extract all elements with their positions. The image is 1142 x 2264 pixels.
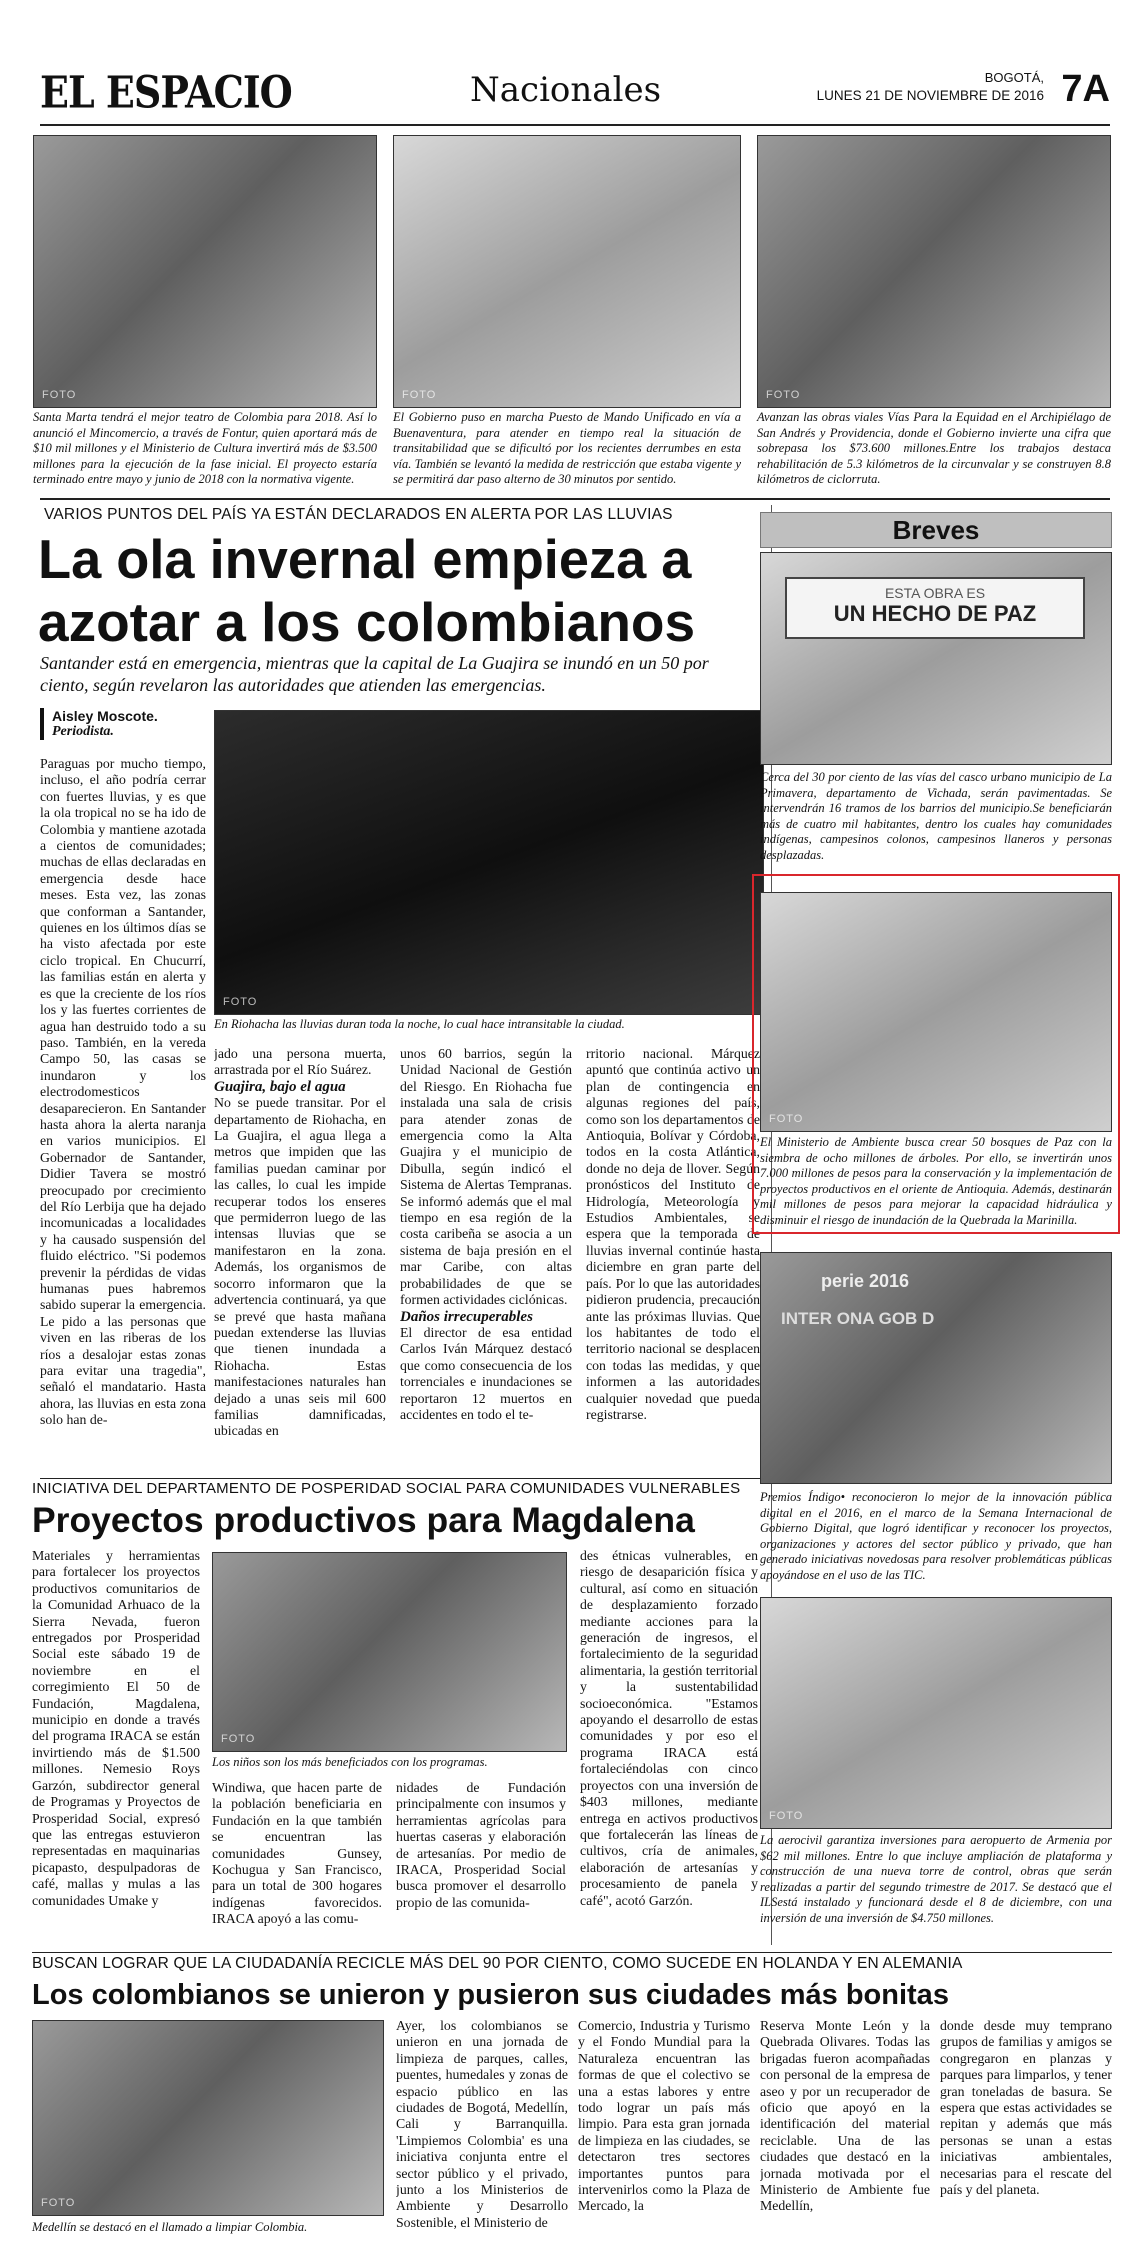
lead-column-2 bbox=[214, 1046, 386, 1476]
page-number: 7A bbox=[1061, 68, 1110, 110]
caption-riohacha: En Riohacha las lluvias duran toda la noche, lo cual hace intransitable la ciudad. bbox=[214, 1017, 625, 1031]
magdalena-column-3: nidades de Fundación principalmente con insumos y herramientas agrícolas para huertas caseras y elaboración de artesanías. Por medio de IRACA, Prosperidad Social busca promover el desarrollo propio de las comunida- bbox=[396, 1780, 566, 1910]
sign-line-1: ESTA OBRA ES bbox=[884, 585, 986, 601]
magdalena-top-rule bbox=[40, 1478, 760, 1479]
lead-headline bbox=[38, 528, 768, 654]
reciclaje-column-3: Reserva Monte León y la Quebrada Olivares. Todas las brigadas fueron acompañadas con personal de la empresa de aseo y por un recuperador de oficio que apoyó en la identificación del material reciclable. Una de las ciudades que destacó en la jornada motivada por el Ministerio de Ambiente fue Medellín, bbox=[760, 2018, 930, 2214]
lead-col2-text-b: No se puede transitar. Por el departamento de Riohacha, en La Guajira, el agua llega a metros que impiden que las familias puedan caminar por las calles, lo cual les impide recuperar todos los enseres que permiderron luego de las intensas lluvias que se manifestaron en la zona. Además, los organismos de socorro informaron que la advertencia continuará, ya que se prevé que hasta mañana puedan extenderse las lluvias que tienen inundada a Riohacha. Estas manifestaciones naturales han dejado a unas seis mil 600 familias damnificadas, ubicadas en bbox=[214, 1095, 386, 1439]
subhead-danos: Daños irrecuperables bbox=[400, 1308, 533, 1325]
reciclaje-column-2: Comercio, Industria y Turismo y el Fondo Mundial para la Naturaleza encuentran las formas de que el colectivo se una a estas labores y entre todo lograr un país más limpio. Para esta gran jornada de limpieza en las ciudades, se detectaron tres sectores importantes puntos para intervenirlos como la Plaza de Mercado, la bbox=[578, 2018, 750, 2214]
lead-kicker: VARIOS PUNTOS DEL PAÍS YA ESTÁN DECLARADOS EN ALERTA POR LAS LLUVIAS bbox=[44, 506, 673, 523]
caption-medellin: Medellín se destacó en el llamado a limpiar Colombia. bbox=[32, 2220, 308, 2234]
masthead-rule bbox=[40, 124, 1110, 126]
photo-vichada-road bbox=[760, 552, 1112, 765]
reciclaje-top-rule bbox=[32, 1952, 1112, 1953]
reciclaje-column-1: Ayer, los colombianos se unieron en una jornada de limpieza de parques, calles, puentes, humedales y zonas de espacio público en las ciudades de Bogotá, Medellín, Cali y Barranquilla. 'Limpiemos Colombia' es una iniciativa conjunta entre el sector público y el privado, junto a los Ministerios de Ambiente y Desarrollo Sostenible, el Ministerio de bbox=[396, 2018, 568, 2230]
lead-column-1: Paraguas por mucho tiempo, incluso, el año podría cerrar con fuertes lluvias, y es que la ola tropical no se ha ido de Colombia y mantiene azotada a cientos de comunidades; muchas de ellas declaradas en emergencia desde hace meses. Esta vez, las zonas que conforman a Santander, quienes en los últimos días se ha visto afectada por este ciclo tropical. En Chucurrí, las familias están en alerta y es que la creciente de los ríos los y las fuertes corrientes de agua han destruido todo a su paso. También, en la vereda Campo 50, las casas se inundaron y los electrodomesticos desaparecieron. En Santander hasta ahora la alerta naranja en varios municipios. El Gobernador de Santander, Didier Tavera se mostró preocupado por crecimiento del Río Lerbija que ha dejado incomunicadas a localidades y ha causado suspensión del fluido eléctrico. "Si podemos prevenir la pérdidas de vidas humanas pues habremos sabido superar la emergencia. Le pido a las personas que viven en las riberas de los ríos a desalojar estas zonas para evitar una tragedia", señaló el mandatario. Hasta ahora, las lluvias en esta zona solo han de- bbox=[40, 756, 206, 1428]
magdalena-column-2: Windiwa, que hacen parte de la población beneficiaria en Fundación en la que también se encuentran las comunidades Gunsey, Kochugua y San Francisco, para un total de 300 hogares indígenas favorecidos. IRACA apoyó a las comu- bbox=[212, 1780, 382, 1927]
award-banner-text: perie 2016 bbox=[821, 1271, 910, 1291]
photo-santa-marta-theater: FOTO bbox=[33, 135, 377, 408]
photo-buenaventura-road: FOTO bbox=[393, 135, 741, 408]
photo-tree-planting: FOTO bbox=[760, 892, 1112, 1132]
breves-header bbox=[760, 512, 1112, 548]
lead-deck: Santander está en emergencia, mientras que la capital de La Guajira se inundó en un 50 por ciento, según revelaron las autoridades que atienden las emergencias. bbox=[40, 653, 709, 695]
subhead-guajira: Guajira, bajo el agua bbox=[214, 1078, 346, 1095]
magdalena-headline: Proyectos productivos para Magdalena bbox=[32, 1500, 695, 1540]
caption-buenaventura: El Gobierno puso en marcha Puesto de Mando Unificado en vía a Buenaventura, para atender en tiempo real la situación de transitabilidad que se dificultó por los recientes derrumbes en esta vía. También se levantó la medida de restricción que estaba vigente y se permitirá dar paso alterno de 30 minutos por sentido. bbox=[393, 410, 741, 486]
byline-name: Aisley Moscote. bbox=[52, 708, 158, 724]
breve-ambiente: El Ministerio de Ambiente busca crear 50 bosques de Paz con la siembra de ocho millones de árboles. Por ello, se invertirán unos 7.000 millones de pesos para la conservación y la implementación de proyectos productivos en el oriente de Antioquia. Además, destinarán mil millones de pesos para mejorar la capacidad hidráulica y disminuir el riesgo de inundación de la Quebrada la Marinilla. bbox=[760, 1135, 1112, 1227]
sign-line-2: UN HECHO DE PAZ bbox=[833, 601, 1037, 626]
breve-indigo: Premios Índigo• reconocieron lo mejor de la innovación pública digital en el 2016, en el marco de la Semana Internacional de Gobierno Digital, que logró identificar y reconocer los proyectos, organizaciones y actores del sector público y privado, que han generado iniciativas novedosas para resolver problemáticas públicas apoyándose en el uso de las TIC. bbox=[760, 1490, 1112, 1582]
lead-col3-text-b: El director de esa entidad Carlos Iván Márquez destacó que como consecuencia de los torrenciales e inundaciones se reportaron 12 muertos en accidentes en todo el te- bbox=[400, 1324, 572, 1422]
lead-col2-text-a: jado una persona muerta, arrastrada por el Río Suárez. bbox=[214, 1046, 386, 1078]
lead-headline-line2: azotar a los colombianos bbox=[38, 591, 696, 653]
magdalena-kicker: INICIATIVA DEL DEPARTAMENTO DE POSPERIDAD SOCIAL PARA COMUNIDADES VULNERABLES bbox=[32, 1480, 741, 1497]
reciclaje-column-4: donde desde muy temprano grupos de familias y amigos se congregaron en planzas y parques para limparlos, y tener gran toneladas de basura. Se espera que estas actividades se repitan y además que más personas se unan a estas iniciativas ambientales, necesarias para el rescate del país y del planeta. bbox=[940, 2018, 1112, 2198]
dateline-city: BOGOTÁ, bbox=[984, 70, 1044, 85]
photo-indigo-awards bbox=[760, 1252, 1112, 1484]
newspaper-logo: EL ESPACIO bbox=[40, 66, 292, 118]
lead-col3-text-a: unos 60 barrios, según la Unidad Nacional de Gestión del Riesgo. En Riohacha fue instalada una sala de crisis para atender zonas de emergencia como la Alta Guajira y el municipio de Dibulla, según indicó el Sistema de Alertas Tempranas. Se informó además que el mal tiempo en esa región de la costa caribeña se asocia a un sistema de baja presión en el mar Caribe, con altas probabilidades de que se formen actividades ciclónicas. bbox=[400, 1046, 572, 1308]
magdalena-column-4: des étnicas vulnerables, en riesgo de desaparición física y cultural, así como en situación de desplazamiento forzado mediante acciones para la generación de ingresos, el fortalecimiento de la seguridad alimentaria, la gestión territorial y la sustentabilidad socioeconómica. "Estamos apoyando el desarrollo de estas comunidades y por eso el programa IRACA está fortaleciéndolas con cinco proyectos con una inversión de $403 millones, mediante entrega en activos productivos que fortalecerán las líneas de cultivos, cría de animales, elaboración de artesanías y procesamiento de panela y café", acotó Garzón. bbox=[580, 1548, 758, 1908]
top-row-rule bbox=[40, 498, 1110, 500]
lead-headline-line1: La ola invernal empieza a bbox=[38, 528, 692, 590]
sign-banner bbox=[785, 577, 1085, 639]
award-banner-sub: INTER ONA GOB D bbox=[781, 1309, 935, 1328]
caption-santa-marta: Santa Marta tendrá el mejor teatro de Colombia para 2018. Así lo anunció el Mincomercio, a través de Fontur, quien aportará más de $10 mil millones y el Ministerio de Cultura invertirá más de $3.500 millones para la ejecución de la fase inicial. El proyecto estaría terminado entre mayo y junio de 2018 con la normativa vigente. bbox=[33, 410, 377, 486]
dateline-date: LUNES 21 DE NOVIEMBRE DE 2016 bbox=[816, 88, 1044, 103]
lead-column-4: rritorio nacional. Márquez apuntó que continúa activo un plan de contingencia en algunas regiones del país, como son los departamentos de Antioquia, Bolívar y Córdoba, todos en la costa Atlántica, donde no deja de llover. Según pronósticos del Instituto de Hidrología, Meteorología y Estudios Ambientales, se espera que la temporada de lluvias invernal continúe hasta diciembre en gran parte del país. Por lo que las autoridades pidieron prudencia, precaución ante las próximas lluvias. Que los habitantes de todo el territorio nacional se desplacen con todas las medidas, y que informen a las autoridades cualquier novedad que pueda registrarse. bbox=[586, 1046, 760, 1422]
breve-armenia: La aerocivil garantiza inversiones para aeropuerto de Armenia por $62 mil millones. Entre lo que incluye ampliación de plataforma y construcción de una nueva torre de control, obras que serán realizadas a partir del segundo trimestre de 2017. Se destacó que el ILSestá instalado y funcionará desde el 8 de diciembre, con una inversión de una inversión de $4.750 millones. bbox=[760, 1833, 1112, 1925]
photo-medellin-cleanup: FOTO bbox=[32, 2020, 384, 2216]
reciclaje-headline: Los colombianos se unieron y pusieron sus ciudades más bonitas bbox=[32, 1979, 949, 2011]
caption-san-andres: Avanzan las obras viales Vías Para la Equidad en el Archipiélago de San Andrés y Providencia, donde el Gobierno invierte una cifra que sobrepasa los $73.600 millones.Entre los trabajos destaca rehabilitación de 5.3 kilómetros de la circunvalar y se construyen 8.8 kilómetros de ciclorruta. bbox=[757, 410, 1111, 486]
breves-title: Breves bbox=[892, 515, 980, 545]
section-title: Nacionales bbox=[470, 70, 662, 110]
photo-riohacha-flood: FOTO bbox=[214, 710, 764, 1015]
caption-magdalena: Los niños son los más beneficiados con los programas. bbox=[212, 1755, 488, 1769]
breve-vichada: Cerca del 30 por ciento de las vías del casco urbano municipio de La Primavera, departamento de Vichada, serán pavimentadas. Se intervendrán 16 tramos de los barrios del municipio.Se beneficiarán más de cuatro mil habitantes, dentro los cuales hay comunidades indígenas, campesinos colonos, campesinos llaneros y personas desplazadas. bbox=[760, 770, 1112, 862]
reciclaje-kicker: BUSCAN LOGRAR QUE LA CIUDADANÍA RECICLE MÁS DEL 90 POR CIENTO, COMO SUCEDE EN HOLANDA Y EN ALEMANIA bbox=[32, 1955, 963, 1972]
byline-role: Periodista. bbox=[52, 724, 114, 739]
photo-children-magdalena: FOTO bbox=[212, 1552, 567, 1752]
lead-column-3 bbox=[400, 1046, 572, 1476]
masthead bbox=[40, 58, 1110, 126]
photo-san-andres-works: FOTO bbox=[757, 135, 1111, 408]
magdalena-column-1: Materiales y herramientas para fortalecer los proyectos productivos comunitarios de la Comunidad Arhuaco de la Sierra Nevada, fueron entregados por Prosperidad Social este sábado 19 de noviembre en el corregimiento El 50 de Fundación, Magdalena, municipio en donde a través del programa IRACA se están invirtiendo más de $1.500 millones. Nemesio Roys Garzón, subdirector general de Programas y Proyectos de Prosperidad Social, expresó que las entregas estuvieron representadas en maquinarias picapasto, despulpadoras de café, mallas y mulas a las comunidades Umake y bbox=[32, 1548, 200, 1908]
photo-armenia-airport: FOTO bbox=[760, 1597, 1112, 1829]
byline bbox=[40, 708, 210, 740]
